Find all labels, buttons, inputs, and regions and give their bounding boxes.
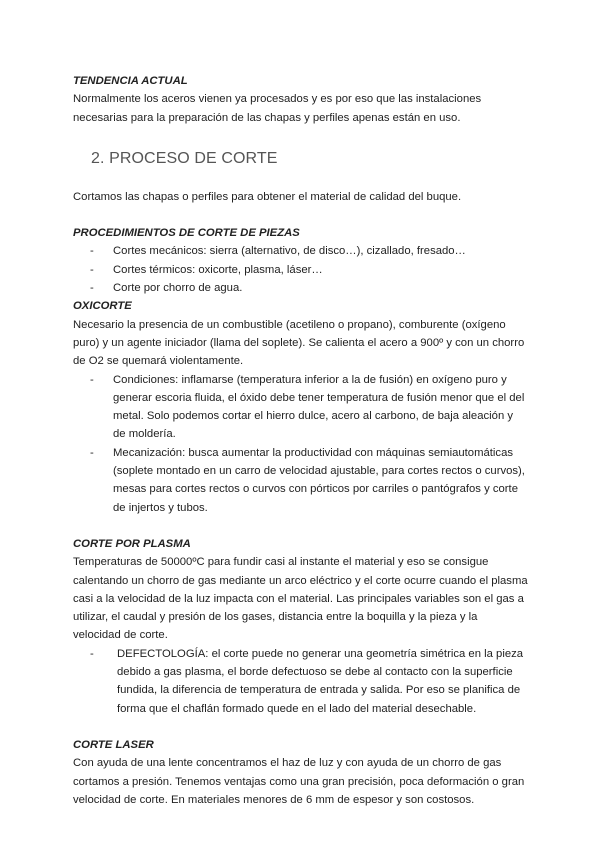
plasma-heading: CORTE POR PLASMA: [73, 537, 191, 550]
procedimientos-list: [73, 242, 528, 297]
procedimientos-heading: PROCEDIMIENTOS DE CORTE DE PIEZAS: [73, 227, 300, 240]
section-title: 2. PROCESO DE CORTE: [91, 149, 278, 167]
plasma-list: [73, 645, 528, 718]
list-item: - Corte por chorro de agua.: [90, 279, 528, 297]
tendencia-heading: TENDENCIA ACTUAL: [73, 75, 188, 87]
oxicorte-list: [73, 371, 528, 517]
plasma-text: Temperaturas de 50000ºC para fundir casi al instante el material y eso se consigue calentando un chorro de gas mediante un arco eléctrico y el corte ocurre cuando el plasma casi a la velocidad de la luz impacta con el material. Las principales variables son el gas a utilizar, el caudal y presión de los gases, distancia entre la boquilla y la pieza y la velocidad de corte.: [73, 556, 528, 642]
list-item: - Condiciones: inflamarse (temperatura inferior a la de fusión) en oxígeno puro y generar escoria fluida, el óxido debe tener temperatura de fusión menor que el del metal. Solo podemos cortar el hierro dulce, acero al carbono, de baja aleación y de moldería.: [90, 371, 528, 444]
laser-text: Con ayuda de una lente concentramos el haz de luz y con ayuda de un chorro de gas cortamos a presión. Tenemos ventajas como una gran precisión, poca deformación o gran velocidad de corte. En materiales menores de 6 mm de espesor y son costosos.: [73, 757, 525, 806]
list-item: - Mecanización: busca aumentar la productividad con máquinas semiautomáticas (soplete montado en un carro de velocidad ajustable, para cortes rectos o curvos), mesas para cortes rectos o curvos con pórticos por carriles o pantógrafos y corte de injertos y tubos.: [90, 444, 528, 517]
list-item: - Cortes térmicos: oxicorte, plasma, láser…: [90, 261, 528, 279]
section-intro: Cortamos las chapas o perfiles para obtener el material de calidad del buque.: [73, 190, 462, 203]
oxicorte-heading: OXICORTE: [73, 300, 132, 313]
list-item: - Cortes mecánicos: sierra (alternativo, de disco…), cizallado, fresado…: [90, 242, 528, 260]
tendencia-text: Normalmente los aceros vienen ya procesados y es por eso que las instalaciones necesarias para la preparación de las chapas y perfiles apenas están en uso.: [73, 93, 482, 124]
laser-heading: CORTE LASER: [73, 738, 154, 751]
page-content: [73, 72, 528, 809]
oxicorte-text: Necesario la presencia de un combustible (acetileno o propano), comburente (oxígeno puro) y un agente iniciador (llama del soplete). Se calienta el acero a 900º y con un chorro de O2 se quemará violentamente.: [73, 318, 525, 368]
list-item: - DEFECTOLOGÍA: el corte puede no generar una geometría simétrica en la pieza debido a gas plasma, el borde defectuoso se debe al contacto con la superficie fundida, la diferencia de temperatura de entrada y salida. Por eso se planifica de forma que el chaflán formado quede en el lado del material desechable.: [90, 645, 528, 718]
